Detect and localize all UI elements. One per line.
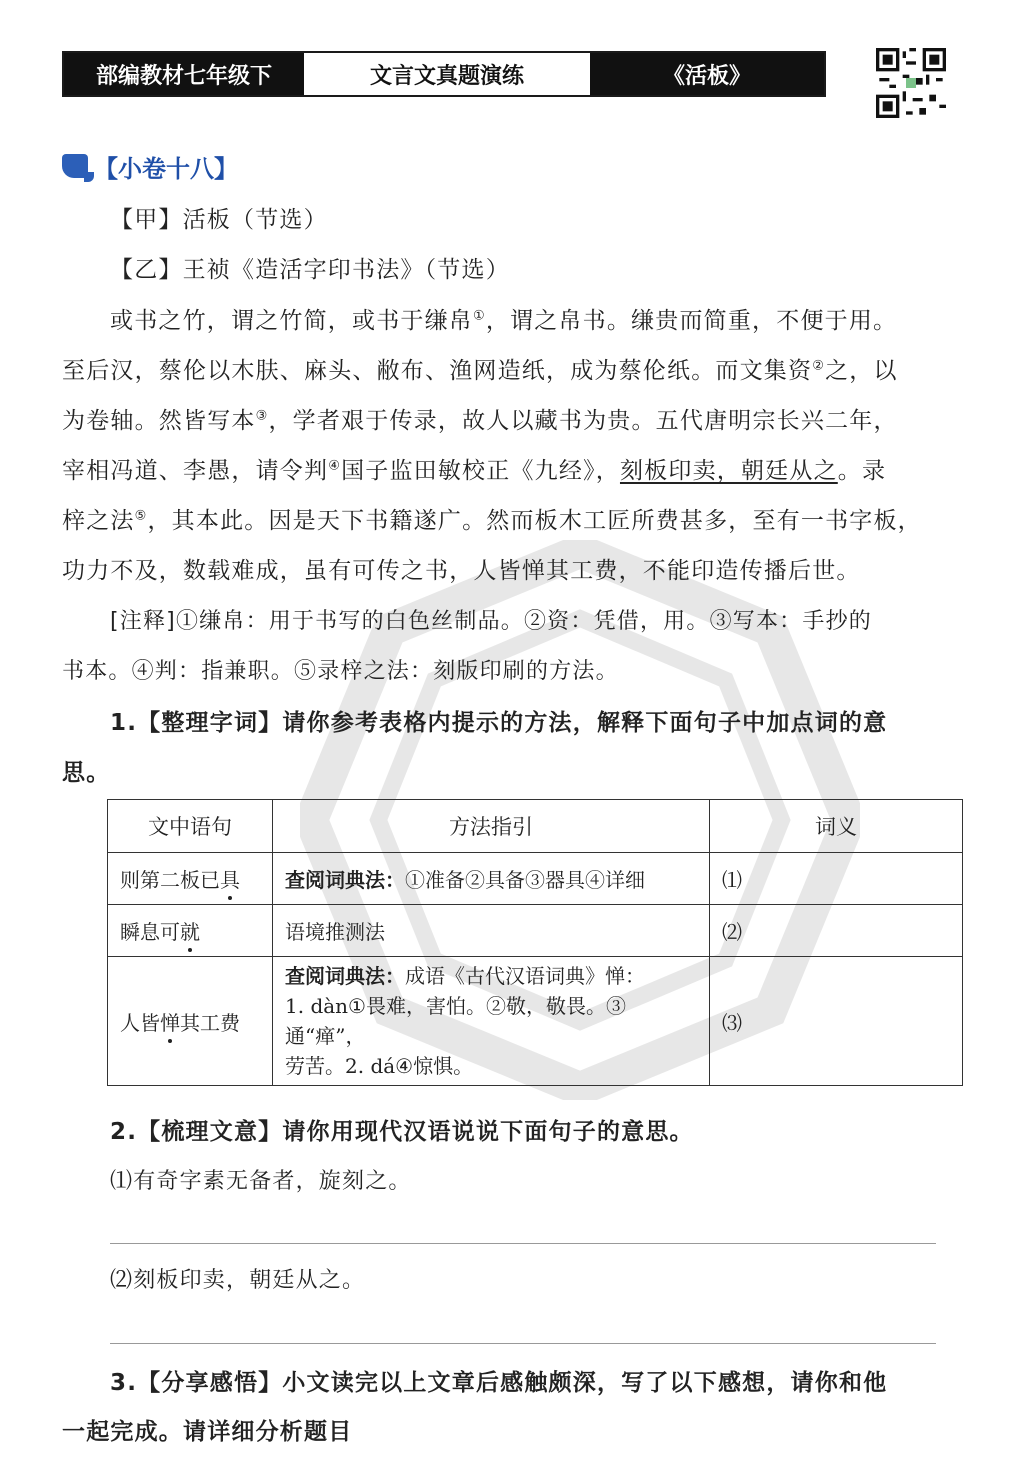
passage-text: 至后汉，蔡伦以木肤、麻头、敝布、渔网造纸，成为蔡伦纸。而文集资 bbox=[62, 358, 813, 384]
table-row bbox=[108, 957, 963, 1086]
passage-line-3 bbox=[62, 404, 952, 438]
table-header-row bbox=[108, 800, 963, 853]
sentence-text: 其工费 bbox=[180, 1010, 240, 1035]
question-3-line-1: 3.【分享感悟】小文读完以上文章后感触颇深，写了以下感想，请你和他 bbox=[110, 1370, 888, 1396]
notes-line-2: 书本。④判：指兼职。⑤录梓之法：刻版印刷的方法。 bbox=[62, 659, 619, 684]
table-header: 方法指引 bbox=[273, 800, 710, 853]
table-row bbox=[108, 905, 963, 957]
passage-text: 或书之竹，谓之竹简，或书于缣帛 bbox=[110, 308, 473, 334]
answer-cell-3[interactable]: ⑶ bbox=[710, 957, 963, 1086]
passage-line-6: 功力不及，数载难成，虽有可传之书，人皆惮其工费，不能印造传播后世。 bbox=[62, 558, 861, 584]
underlined-phrase: 刻板印卖，朝廷从之 bbox=[619, 458, 838, 484]
answer-line-1[interactable] bbox=[110, 1243, 936, 1244]
passage-text: 之，以 bbox=[825, 358, 898, 384]
passage-text: 梓之法 bbox=[62, 508, 135, 534]
question-3-line-2: 一起完成。请详细分析题目 bbox=[62, 1419, 353, 1445]
method-text: 1. dàn①畏难，害怕。②敬，敬畏。③通“瘅”， bbox=[285, 994, 626, 1048]
method-text: 语境推测法 bbox=[285, 920, 385, 944]
footnote-marker: ⑤ bbox=[134, 508, 148, 524]
table-row bbox=[108, 853, 963, 905]
passage-line-1 bbox=[110, 304, 952, 338]
table-cell-sentence bbox=[108, 905, 273, 957]
method-label: 查阅词典法： bbox=[285, 868, 405, 892]
question-2-sentence-1: ⑴有奇字素无备者，旋刻之。 bbox=[110, 1169, 412, 1194]
question-1-line-1: 1.【整理字词】请你参考表格内提示的方法，解释下面句子中加点词的意 bbox=[110, 710, 888, 736]
footnote-marker: ① bbox=[473, 308, 486, 324]
footnote-marker: ② bbox=[812, 358, 826, 374]
question-1-line-2: 思。 bbox=[62, 760, 111, 786]
dotted-word: 就 bbox=[180, 920, 200, 944]
dotted-word: 具 bbox=[220, 868, 240, 892]
method-text: ①准备②具备③器具④详细 bbox=[405, 868, 645, 892]
passage-text: 。录 bbox=[837, 458, 887, 484]
qr-code-icon bbox=[876, 48, 946, 118]
table-cell-sentence bbox=[108, 853, 273, 905]
table-header: 词义 bbox=[710, 800, 963, 853]
header-topic: 文言文真题演练 bbox=[304, 53, 590, 95]
notes-label: [注释] bbox=[110, 609, 176, 634]
method-text: 劳苦。2. dá④惊惧。 bbox=[285, 1054, 474, 1078]
notes-line-1 bbox=[110, 605, 952, 639]
footnote-marker: ③ bbox=[255, 408, 269, 424]
bookmark-icon bbox=[62, 154, 88, 178]
passage-text: ，谓之帛书。缣贵而简重，不便于用。 bbox=[485, 308, 898, 334]
method-label: 查阅词典法： bbox=[285, 964, 405, 988]
header-grade: 部编教材七年级下 bbox=[64, 53, 304, 95]
footnote-marker: ④ bbox=[328, 458, 342, 474]
answer-line-2[interactable] bbox=[110, 1343, 936, 1344]
section-title-text: 【小卷十八】 bbox=[94, 154, 238, 183]
table-cell-sentence bbox=[108, 957, 273, 1086]
passage-text: 宰相冯道、李愚，请令判 bbox=[62, 458, 329, 484]
table-cell-method bbox=[273, 957, 710, 1086]
passage-line-2 bbox=[62, 354, 952, 388]
table-cell-method bbox=[273, 905, 710, 957]
header-bar bbox=[62, 51, 826, 97]
method-text: 成语《古代汉语词典》惮： bbox=[405, 964, 645, 988]
table-cell-method bbox=[273, 853, 710, 905]
dotted-word: 惮 bbox=[160, 1010, 180, 1035]
passage-text: ，学者艰于传录，故人以藏书为贵。五代唐明宗长兴二年， bbox=[268, 408, 898, 434]
sentence-text: 人皆 bbox=[120, 1010, 160, 1035]
sentence-text: 瞬息可 bbox=[120, 920, 180, 944]
sentence-text: 则第二板已 bbox=[120, 868, 220, 892]
passage-text: 国子监田敏校正《九经》， bbox=[341, 458, 620, 484]
answer-cell-1[interactable]: ⑴ bbox=[710, 853, 963, 905]
question-2-title: 2.【梳理文意】请你用现代汉语说说下面句子的意思。 bbox=[110, 1119, 694, 1145]
answer-cell-2[interactable]: ⑵ bbox=[710, 905, 963, 957]
method-table bbox=[107, 799, 963, 1086]
passage-text: 为卷轴。然皆写本 bbox=[62, 408, 256, 434]
section-title bbox=[62, 148, 238, 184]
passage-text: ，其本此。因是天下书籍遂广。然而板木工匠所费甚多，至有一书字板， bbox=[147, 508, 922, 534]
notes-text: ①缣帛：用于书写的白色丝制品。②资：凭借，用。③写本：手抄的 bbox=[175, 609, 872, 634]
table-header: 文中语句 bbox=[108, 800, 273, 853]
passage-line-5 bbox=[62, 504, 952, 538]
passage-jia-heading: 【甲】活板（节选） bbox=[110, 207, 328, 233]
passage-yi-heading: 【乙】王祯《造活字印书法》（节选） bbox=[110, 257, 510, 283]
header-lesson: 《活板》 bbox=[590, 53, 824, 95]
passage-line-4 bbox=[62, 454, 952, 488]
question-2-sentence-2: ⑵刻板印卖，朝廷从之。 bbox=[110, 1268, 366, 1293]
